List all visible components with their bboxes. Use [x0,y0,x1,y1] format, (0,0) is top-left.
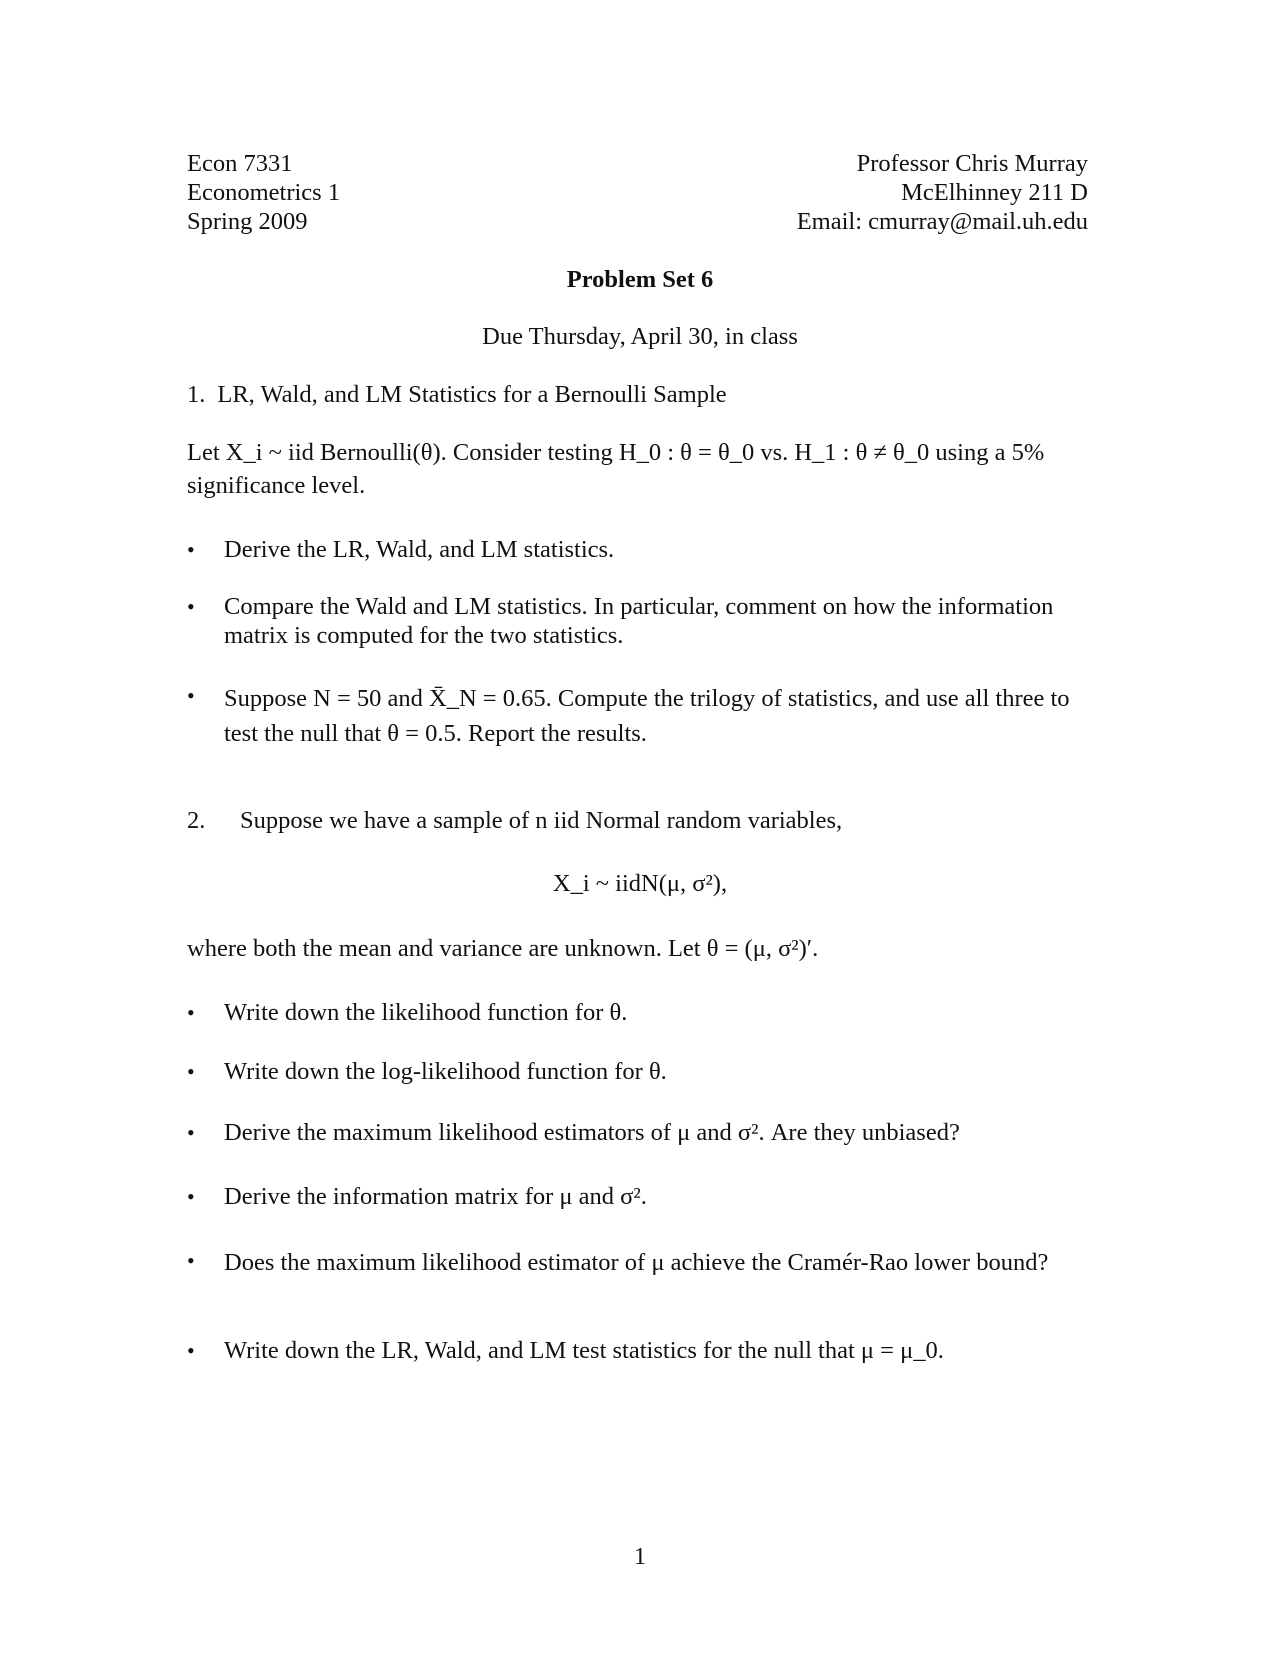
bullet-symbol: • [187,1184,195,1209]
problem-2-title: Suppose we have a sample of n iid Normal random variables, [240,807,843,834]
instructor-name: Professor Chris Murray [856,150,1088,177]
instructor-email: Email: cmurray@mail.uh.edu [796,208,1088,235]
page-title: Problem Set 6 [566,266,714,293]
problem-1-intro-line-1: Let X_i ~ iid Bernoulli(θ). Consider testing H_0 : θ = θ_0 vs. H_1 : θ ≠ θ_0 using a 5% [187,439,1045,466]
bullet-symbol: • [187,683,195,708]
problem-1-intro-line-2: significance level. [187,472,366,499]
instructor-office: McElhinney 211 D [901,179,1088,206]
normal-sample-equation: X_i ~ iidN(μ, σ²), [552,870,728,897]
bullet-text: Write down the LR, Wald, and LM test statistics for the null that μ = μ_0. [224,1337,944,1364]
bullet-symbol: • [187,1059,195,1084]
course-info [187,149,340,236]
problem-1-intro [187,438,1087,500]
page-number: 1 [633,1543,647,1570]
bullet-text: Derive the LR, Wald, and LM statistics. [224,536,615,563]
bullet-text: Compare the Wald and LM statistics. In particular, comment on how the information matrix is computed for the two statistics. [224,593,1054,649]
bullet-text: Suppose N = 50 and X̄_N = 0.65. Compute the trilogy of statistics, and use all three to test the null that θ = 0.5. Report the results. [224,685,1070,747]
bullet-text: Write down the likelihood function for θ. [224,999,628,1026]
problem-1-title: LR, Wald, and LM Statistics for a Bernoulli Sample [217,381,727,408]
bullet-text: Does the maximum likelihood estimator of μ achieve the Cramér-Rao lower bound? [224,1249,1049,1276]
bullet-symbol: • [187,1120,195,1145]
due-date: Due Thursday, April 30, in class [482,323,798,350]
bullet-text: Write down the log-likelihood function for θ. [224,1058,667,1085]
bullet-symbol: • [187,537,195,562]
problem-2-heading [187,806,842,835]
bullet-symbol: • [187,1000,195,1025]
problem-2-number: 2. [187,807,206,834]
bullet-text: Derive the maximum likelihood estimators of μ and σ². Are they unbiased? [224,1119,960,1146]
course-term: Spring 2009 [187,208,308,235]
bullet-text: Derive the information matrix for μ and σ². [224,1183,647,1210]
course-name: Econometrics 1 [187,179,341,206]
instructor-info [797,149,1088,236]
bullet-symbol: • [187,1338,195,1363]
problem-1-number: 1. [187,381,206,408]
problem-2-where: where both the mean and variance are unknown. Let θ = (μ, σ²)′. [187,935,819,962]
course-number: Econ 7331 [187,150,293,177]
bullet-symbol: • [187,1248,195,1273]
bullet-symbol: • [187,594,195,619]
problem-1-heading [187,380,727,409]
